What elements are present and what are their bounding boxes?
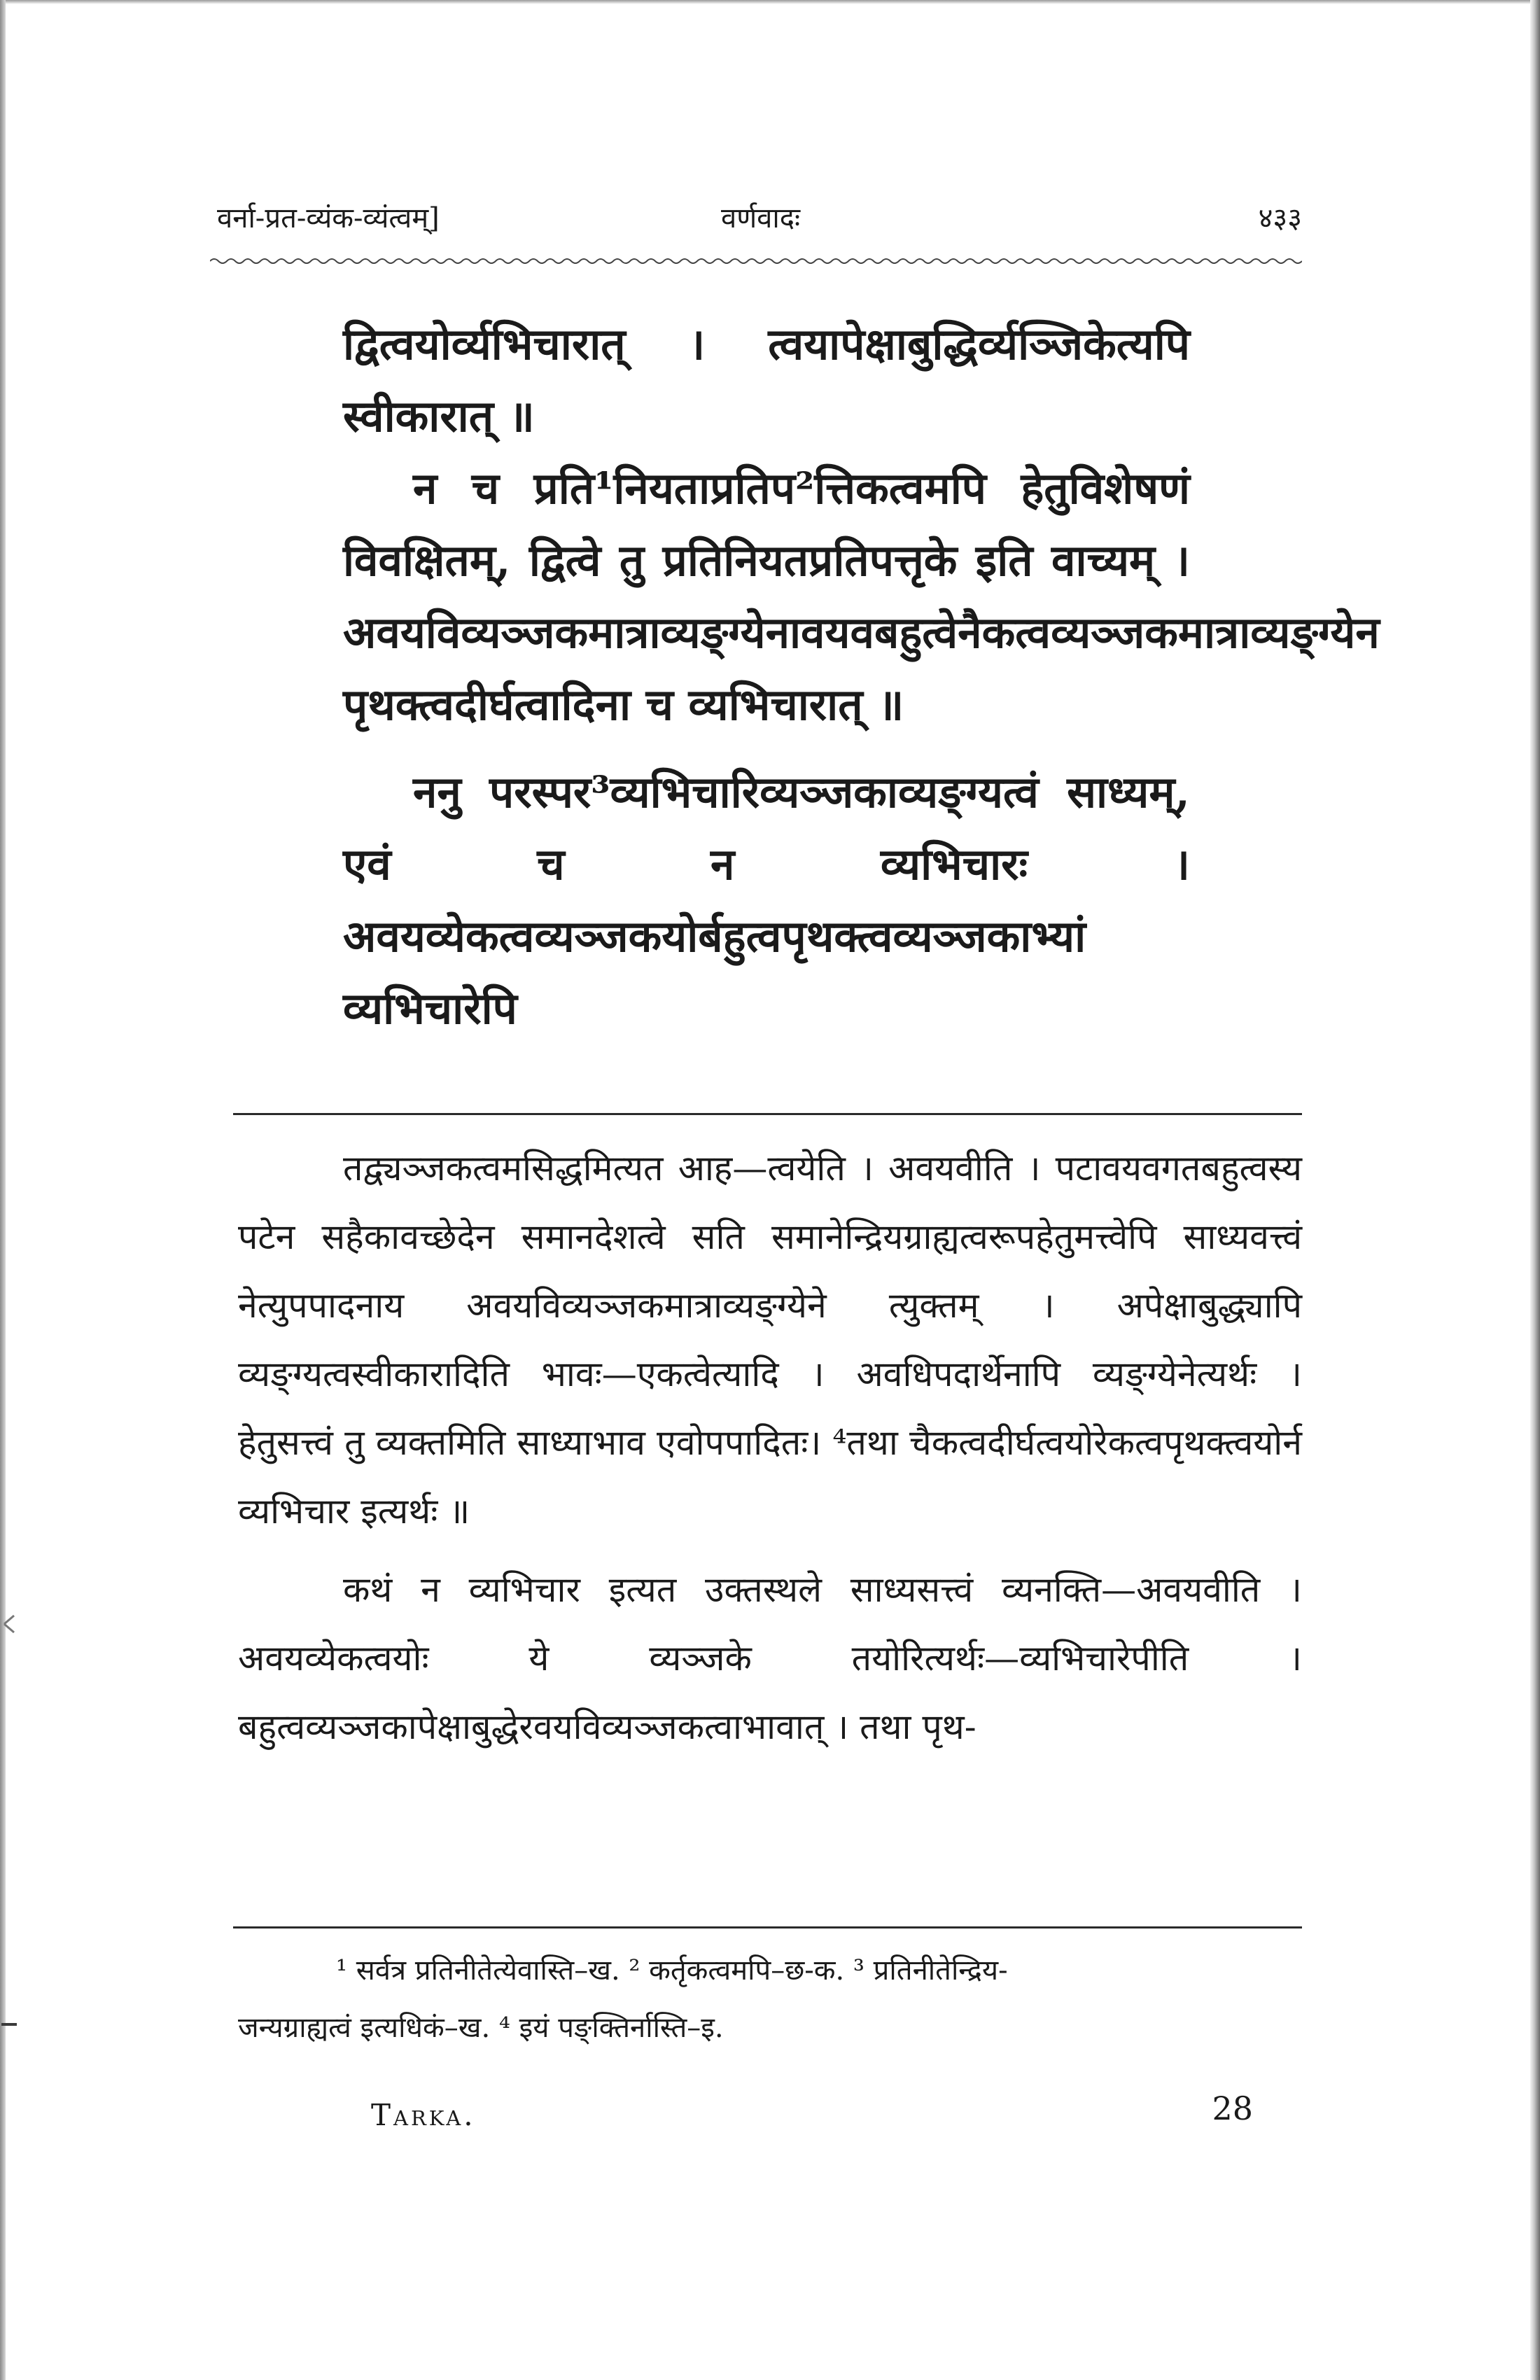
margin-tick (1, 2023, 17, 2026)
footnote-line: ¹ सर्वत्र प्रतिनीतेत्येवास्ति–ख. ² कर्तृकत्वमपि–छ-क. ³ प्रतिनीतेन्द्रिय- (336, 1954, 1008, 1987)
footnote-divider (233, 1926, 1302, 1928)
footnote-line: जन्यग्राह्यत्वं इत्यधिकं–ख. ⁴ इयं पङ्क्तिर्नास्ति–इ. (238, 2012, 724, 2044)
commentary (238, 1134, 1302, 1761)
page-edge-right (1530, 0, 1540, 2380)
footnotes (238, 1942, 1302, 2057)
main-paragraph: ननु परस्पर³व्यभिचारिव्यञ्जकाव्यङ्ग्यत्वं साध्यम्, एवं च न व्यभिचारः । अवयव्येकत्वव्यञ्जकयोर्बहुत्वपृथक्त्वव्यञ्जकाभ्यां व्यभिचारेपि (343, 766, 1190, 1034)
page-number: 28 (1212, 2090, 1253, 2127)
text-divider (233, 1113, 1302, 1115)
running-head (217, 197, 1302, 239)
running-head-left: वर्ना-प्रत-व्यंक-व्यंत्वम्] (217, 202, 440, 234)
commentary-paragraph: कथं न व्यभिचार इत्यत उक्तस्थले साध्यसत्त्वं व्यनक्ति—अवयवीति । अवयव्येकत्वयोः ये व्यञ्जके तयोरित्यर्थः—व्यभिचारेपीति । बहुत्वव्यञ्जकापेक्षाबुद्धेरवयविव्यञ्जकत्वाभावात् । तथा पृथ- (238, 1569, 1302, 1747)
signature-line (238, 2090, 1253, 2132)
running-head-page-number: ४३३ (1258, 202, 1302, 234)
running-head-title: वर्णवादः (721, 202, 801, 234)
main-paragraph: द्वित्वयोर्व्यभिचारात् । त्वयापेक्षाबुद्धिर्व्यञ्जिकेत्यपि स्वीकारात् ॥ (343, 318, 1190, 442)
main-text (343, 308, 1380, 1044)
wavy-rule (210, 256, 1302, 266)
margin-mark-icon (3, 1610, 17, 1638)
printer-signature: Tarka. (371, 2098, 476, 2132)
main-paragraph: न च प्रति¹नियताप्रतिप²त्तिकत्वमपि हेतुविशेषणं विवक्षितम्, द्वित्वे तु प्रतिनियतप्रतिपत्तृके इति वाच्यम् । अवयविव्यञ्जकमात्राव्यङ्ग्येनावयवबहुत्वेनैकत्वव्यञ्जकमात्राव्यङ्ग्येन पृथक्त्वदीर्घत्वादिना च व्यभिचारात् ॥ (343, 463, 1380, 730)
commentary-paragraph: तद्व्यञ्जकत्वमसिद्धमित्यत आह—त्वयेति । अवयवीति । पटावयवगतबहुत्वस्य पटेन सहैकावच्छेदेन समानदेशत्वे सति समानेन्द्रियग्राह्यत्वरूपहेतुमत्त्वेपि साध्यवत्त्वं नेत्युपपादनाय अवयविव्यञ्जकमात्राव्यङ्ग्येने त्युक्तम् । अपेक्षाबुद्ध्यापि व्यङ्ग्यत्वस्वीकारादिति भावः—एकत्वेत्यादि । अवधिपदार्थेनापि व्यङ्ग्येनेत्यर्थः । हेतुसत्त्वं तु व्यक्तमिति साध्याभाव एवोपपादितः। ⁴तथा चैकत्वदीर्घत्वयोरेकत्वपृथक्त्वयोर्न व्यभिचार इत्यर्थः ॥ (238, 1148, 1302, 1532)
page-edge-top (0, 0, 1540, 4)
